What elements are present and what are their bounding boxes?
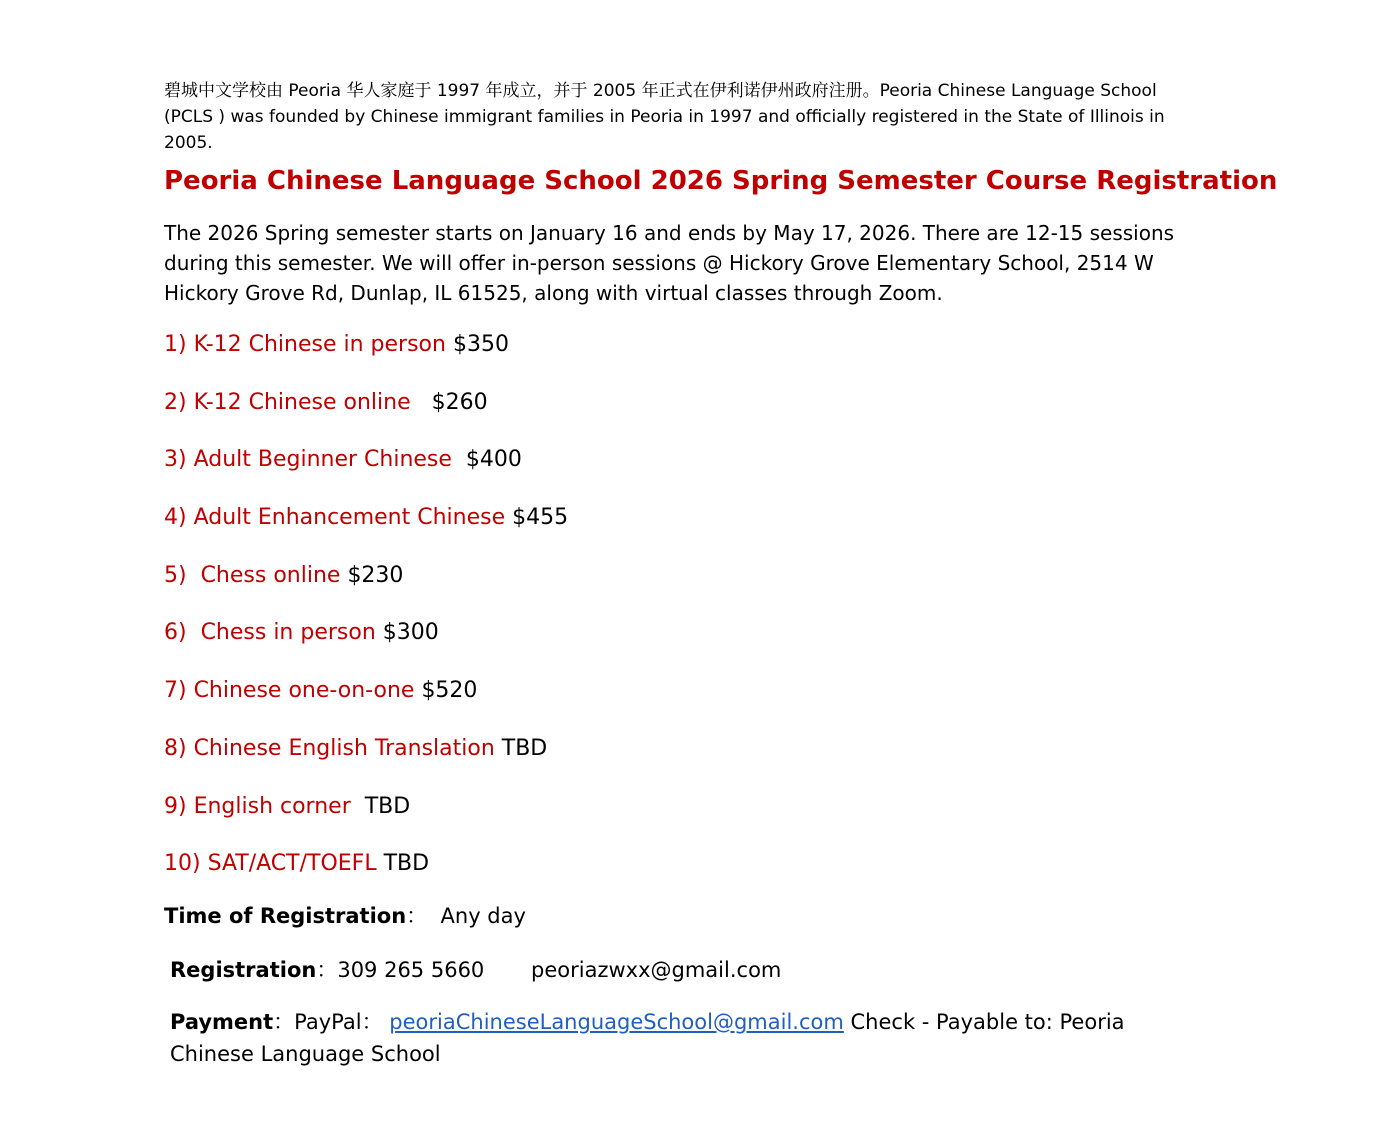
intro-paragraph: 碧城中文学校由 Peoria 华人家庭于 1997 年成立，并于 2005 年正式在伊利诺伊州政府注册。Peoria Chinese Language School (PCLS ) was founded by Chinese immigrant families in Peoria in 1997 and officially registered in the State of Illinois in 2005. (164, 81, 1165, 153)
course-price: $300 (382, 620, 439, 646)
payment-separator: ： (273, 1009, 295, 1034)
registration-time-separator: ： (406, 903, 441, 928)
course-price: TBD (383, 851, 430, 877)
registration-phone: 309 265 5660 (337, 957, 485, 982)
course-name: 4) Adult Enhancement Chinese (164, 505, 513, 531)
course-price: TBD (501, 735, 548, 761)
course-price: $230 (347, 562, 404, 588)
course-price: $520 (421, 678, 478, 704)
registration-label: Registration (170, 957, 317, 982)
course-price: $260 (431, 389, 488, 415)
check-payable-text: Check - Payable to: Peoria Chinese Language School (170, 1009, 1125, 1066)
registration-spacer (484, 958, 531, 982)
course-name: 3) Adult Beginner Chinese (164, 447, 466, 473)
semester-description: The 2026 Spring semester starts on January 16 and ends by May 17, 2026. There are 12-15 sessions during this semester. We will offer in-person sessions @ Hickory Grove Elementary School, 2514 W Hickory Grove Rd, Dunlap, IL 61525, along with virtual classes through Zoom. (164, 221, 1175, 305)
course-item (164, 676, 1209, 734)
document-page (164, 78, 1278, 1070)
course-name: 8) Chinese English Translation (164, 735, 502, 761)
course-name: 6) Chess in person (164, 620, 383, 646)
course-item (164, 849, 1209, 907)
course-item (164, 792, 1209, 850)
registration-time-label: Time of Registration (164, 903, 407, 928)
course-name: 9) English corner (164, 793, 365, 819)
course-price: $350 (452, 332, 509, 357)
course-price: $455 (512, 505, 569, 531)
payment-label: Payment (170, 1009, 274, 1034)
course-list (164, 330, 1209, 907)
registration-email: peoriazwxx@gmail.com (531, 957, 782, 982)
course-item (164, 445, 1209, 503)
course-price: TBD (364, 793, 411, 819)
course-name: 2) K-12 Chinese online (164, 389, 432, 415)
payment-info (164, 1006, 1209, 1070)
course-name: 1) K-12 Chinese in person (164, 332, 453, 357)
registration-contact (164, 955, 1209, 985)
course-item (164, 503, 1209, 561)
course-name: 10) SAT/ACT/TOEFL (164, 851, 384, 877)
paypal-label: PayPal： (294, 1009, 390, 1034)
page-title: Peoria Chinese Language School 2026 Spring Semester Course Registration (164, 166, 1278, 196)
registration-separator: ： (316, 957, 338, 982)
course-name: 5) Chess online (164, 562, 348, 588)
course-item (164, 561, 1209, 619)
course-item (164, 388, 1209, 446)
course-price: $400 (465, 447, 522, 473)
course-item (164, 330, 1209, 388)
course-name: 7) Chinese one-on-one (164, 678, 422, 704)
paypal-email-link[interactable]: peoriaChineseLanguageSchool@gmail.com (389, 1009, 844, 1034)
course-item (164, 734, 1209, 792)
registration-time (164, 901, 1209, 931)
course-item (164, 618, 1209, 676)
registration-time-value: Any day (440, 903, 526, 928)
